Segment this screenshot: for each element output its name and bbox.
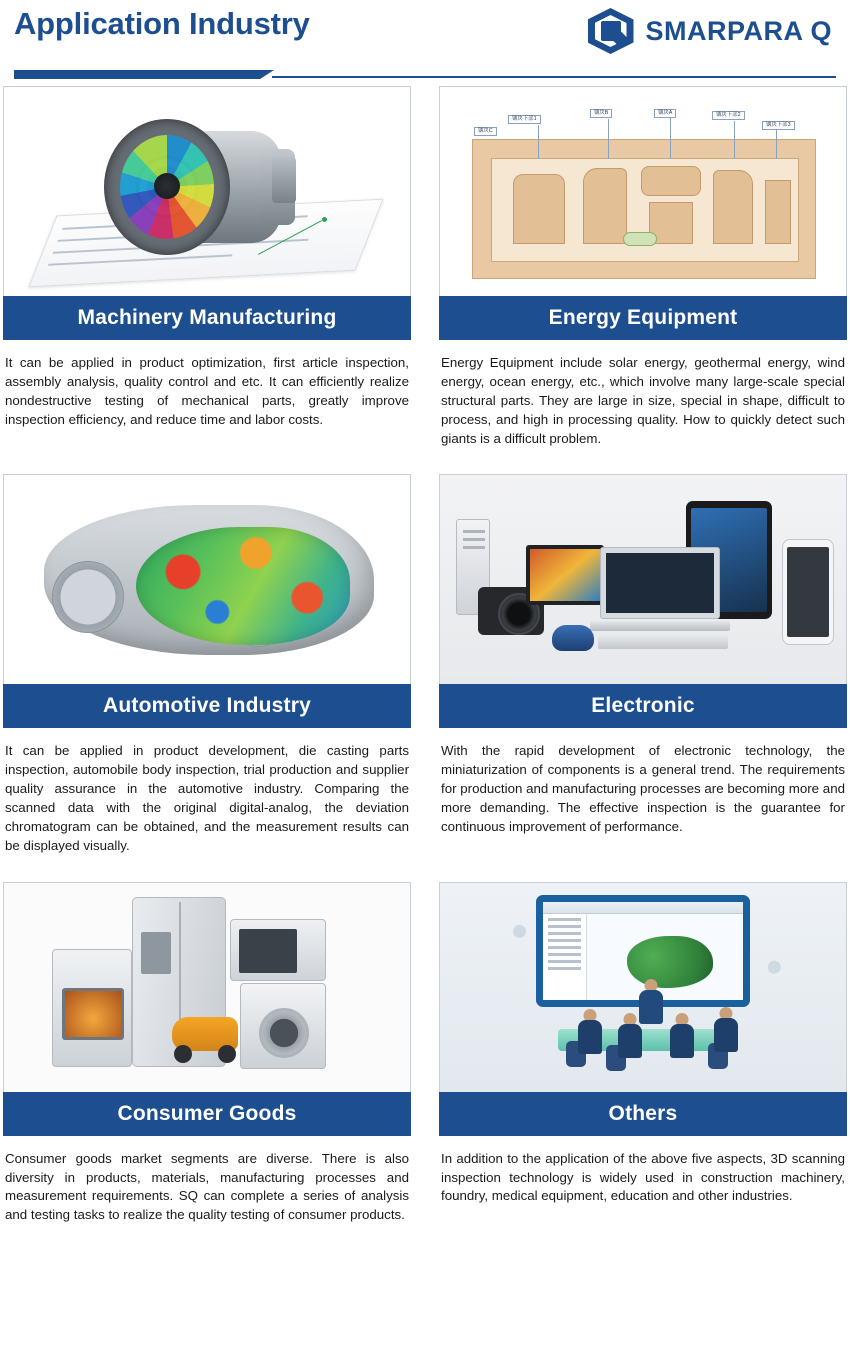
card-consumer-goods bbox=[3, 882, 411, 1226]
card-description-others: In addition to the application of the above five aspects, 3D scanning inspection technology is widely used in construction machinery, foundry, medical equipment, education and other industries. bbox=[441, 1150, 845, 1204]
card-others bbox=[439, 882, 847, 1226]
card-image-automotive-industry bbox=[3, 474, 411, 684]
row-gap bbox=[3, 448, 847, 474]
diagram-label: 镶块下部3 bbox=[762, 121, 795, 130]
card-description-consumer-goods: Consumer goods market segments are diverse. There is also diversity in products, materials, manufacturing processes and measurement requirements. SQ can complete a series of analysis and testing tasks to realize the quality testing of consumer products. bbox=[5, 1150, 409, 1223]
card-description-machinery-manufacturing: It can be applied in product optimization, first article inspection, assembly analysis, quality control and etc. It can efficiently realize nondestructive testing of mechanical parts, greatly improve inspection efficiency, and reduce time and labor costs. bbox=[5, 355, 409, 427]
card-automotive-industry bbox=[3, 474, 411, 855]
card-description-automotive-industry: It can be applied in product development, die casting parts inspection, automobile body inspection, trial production and supplier quality assurance in the automotive industry. Comparing the scanned data with the original digital-analog, the deviation chromatogram can be obtained, and the measurement results can be displayed visually. bbox=[5, 743, 409, 853]
card-banner-automotive-industry: Automotive Industry bbox=[3, 684, 411, 728]
diagram-label: 镶块下部2 bbox=[712, 111, 745, 120]
diagram-label: 镶块下部1 bbox=[508, 115, 541, 124]
card-image-consumer-goods bbox=[3, 882, 411, 1092]
page-title: Application Industry bbox=[14, 6, 310, 41]
card-image-electronic bbox=[439, 474, 847, 684]
brand-name: SMARPARA Q bbox=[645, 15, 832, 46]
diagram-label: 镶块A bbox=[654, 109, 676, 118]
card-banner-consumer-goods: Consumer Goods bbox=[3, 1092, 411, 1136]
diagram-label: 镶块B bbox=[590, 109, 612, 118]
card-machinery-manufacturing bbox=[3, 86, 411, 448]
card-banner-electronic: Electronic bbox=[439, 684, 847, 728]
card-description-energy-equipment: Energy Equipment include solar energy, geothermal energy, wind energy, ocean energy, etc., which involve many large-scale special structural parts. They are large in size, special in shape, difficult to process, and high in processing quality. How to quickly detect such giants is a difficult problem. bbox=[441, 355, 845, 446]
header-divider bbox=[0, 70, 850, 80]
card-energy-equipment bbox=[439, 86, 847, 448]
hexagon-logo-icon bbox=[588, 8, 634, 54]
row-gap bbox=[3, 856, 847, 882]
industry-card-grid bbox=[0, 86, 850, 1225]
card-image-energy-equipment bbox=[439, 86, 847, 296]
card-electronic bbox=[439, 474, 847, 855]
card-description-electronic: With the rapid development of electronic technology, the miniaturization of components is a general trend. The requirements for production and manufacturing processes are becoming more and more demanding. The effective inspection is the guarantee for continuous improvement of performance. bbox=[441, 743, 845, 834]
brand-lockup bbox=[588, 8, 833, 54]
card-image-machinery-manufacturing bbox=[3, 86, 411, 296]
card-image-others bbox=[439, 882, 847, 1092]
page-header bbox=[0, 0, 850, 86]
card-banner-others: Others bbox=[439, 1092, 847, 1136]
card-banner-energy-equipment: Energy Equipment bbox=[439, 296, 847, 340]
diagram-label: 镶块C bbox=[474, 127, 497, 136]
card-banner-machinery-manufacturing: Machinery Manufacturing bbox=[3, 296, 411, 340]
